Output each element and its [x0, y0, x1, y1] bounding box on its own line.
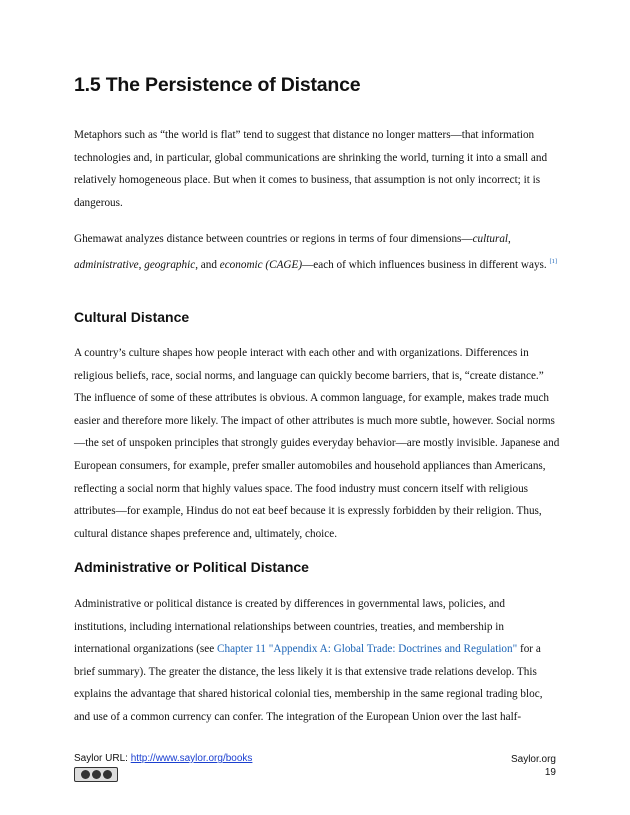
- term-economic: economic (CAGE): [219, 258, 303, 271]
- chapter-11-link[interactable]: Chapter 11 "Appendix A: Global Trade: Doctrines and Regulation": [217, 643, 518, 656]
- administrative-paragraph: [74, 593, 560, 729]
- footer-right: [511, 753, 556, 779]
- separator: ,: [138, 258, 145, 271]
- cultural-paragraph: A country’s culture shapes how people interact with each other and with organizations. Differences in religious beliefs, race, social norms, and language can quickly become barriers, that is, “create distance.” The influence of some of these attributes is obvious. A common language, for example, makes trade much easier and therefore more likely. The impact of other attributes is much more subtle, however. Social norms—the set of unspoken principles that strongly guides everyday behavior—are mostly invisible. Japanese and European consumers, for example, prefer smaller automobiles and household appliances than Americans, reflecting a social norm that highly values space. The food industry must concern itself with religious attributes—for example, Hindus do not eat beef because it is expressly forbidden by their religion. Thus, cultural distance shapes preference and, ultimately, choice.: [74, 347, 560, 540]
- page-number: 19: [544, 767, 556, 778]
- saylor-url-link[interactable]: http://www.saylor.org/books: [130, 753, 253, 764]
- creative-commons-icon: [74, 767, 118, 782]
- page-footer: [74, 753, 556, 778]
- term-cultural: cultural: [472, 233, 509, 245]
- footnote-link[interactable]: [1]: [549, 257, 558, 265]
- separator: ,: [508, 233, 511, 245]
- intro-paragraph-1: Metaphors such as “the world is flat” tend to suggest that distance no longer matters—that information technologies and, in particular, global communications are shrinking the world, turning it into a small and relatively homogeneous place. But when it comes to business, that assumption is not only incorrect; it is dangerous.: [74, 129, 548, 209]
- term-administrative: administrative: [74, 258, 139, 271]
- administrative-text: Administrative or political distance is created by differences in governmental laws, policies, and institutions, including international relationships between countries, treaties, and membership in international organizations (see: [74, 598, 505, 656]
- page-title: 1.5 The Persistence of Distance: [74, 74, 361, 96]
- term-geographic: geographic: [144, 258, 196, 271]
- separator: , and: [195, 258, 220, 271]
- footer-site: Saylor.org: [510, 754, 556, 765]
- administrative-text-end: for a brief summary). The greater the distance, the less likely it is that extensive trade relations develop. This explains the advantage that shared historical colonial ties, membership in the same regional trading bloc, and use of a common currency can confer. The integration of the European Union over the last half-: [74, 643, 543, 723]
- section-heading-administrative: Administrative or Political Distance: [74, 559, 309, 575]
- intro-paragraph-2: [74, 228, 560, 276]
- intro-text: Ghemawat analyzes distance between countries or regions in terms of four dimensions—: [74, 233, 473, 245]
- intro-text-end: —each of which influences business in different ways.: [302, 258, 547, 271]
- footer-label: Saylor URL:: [74, 753, 131, 764]
- section-heading-cultural: Cultural Distance: [74, 309, 190, 325]
